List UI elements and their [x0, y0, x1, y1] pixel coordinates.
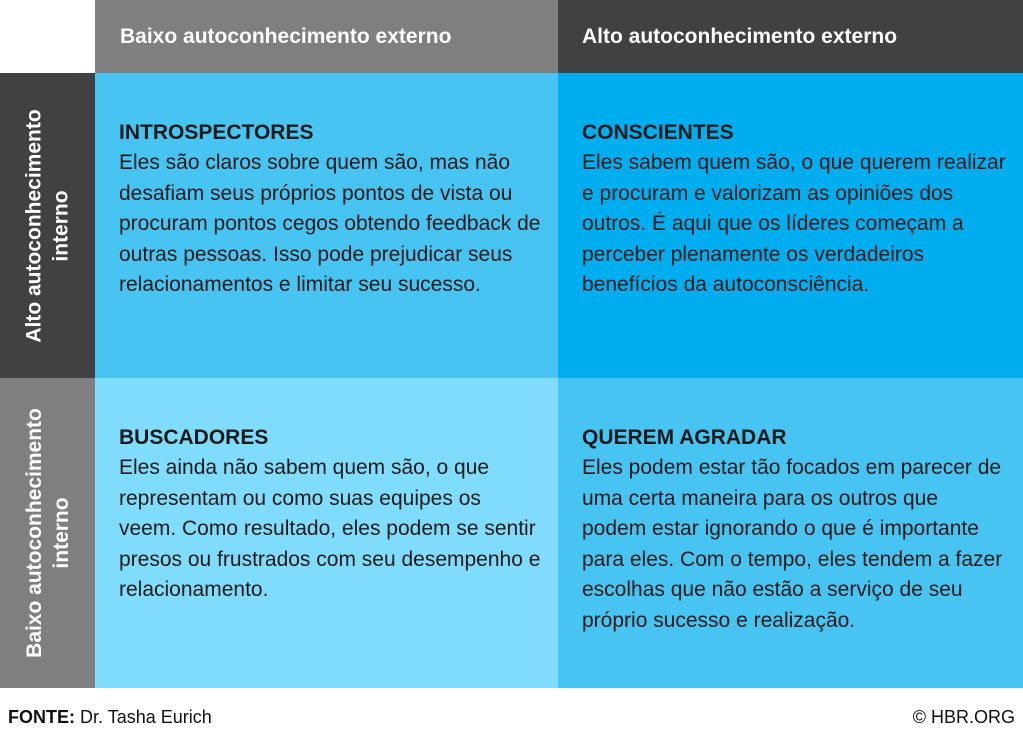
quadrant-introspectors-title: INTROSPECTORES — [119, 121, 314, 144]
row-header-low-internal-label — [21, 408, 75, 658]
column-header-low-external-label: Baixo autoconhecimento externo — [120, 24, 452, 48]
row-header-high-internal-line2: interno — [49, 189, 73, 262]
row-header-low-internal-line2: interno — [49, 497, 73, 569]
column-header-high-external-label: Alto autoconhecimento externo — [582, 24, 898, 48]
quadrant-pleasers — [558, 378, 1023, 688]
quadrant-introspectors — [95, 73, 558, 378]
row-header-high-internal-label — [21, 109, 75, 342]
quadrant-introspectors-text: Eles são claros sobre quem são, mas não desafiam seus próprios pontos de vista ou procuram pontos cegos obtendo feedback de outras pessoas. Isso pode prejudicar seus relacionamentos e limitar seu sucesso. — [119, 151, 541, 296]
row-header-low-internal — [0, 378, 95, 688]
copyright: © HBR.ORG — [912, 707, 1015, 727]
quadrant-aware — [558, 73, 1023, 378]
column-header-low-external — [95, 0, 558, 73]
quadrant-aware-text: Eles sabem quem são, o que querem realizar e procuram e valorizam as opiniões dos outros. É aqui que os líderes começam a perceber plenamente os verdadeiros benefícios da autoconsciência. — [582, 151, 1006, 296]
source-credit — [8, 707, 212, 728]
quadrant-pleasers-title: QUEREM AGRADAR — [582, 426, 787, 449]
quadrant-seekers-text: Eles ainda não sabem quem são, o que representam ou como suas equipes os veem. Como resultado, eles podem se sentir presos ou frustrados com seu desempenho e relacionamento. — [119, 456, 541, 601]
quadrant-seekers-title: BUSCADORES — [119, 426, 269, 449]
quadrant-pleasers-text: Eles podem estar tão focados em parecer de uma certa maneira para os outros que podem estar ignorando o que é importante para eles. Com o tempo, eles tendem a fazer escolhas que não estão a serviço de seu próprio sucesso e realização. — [582, 456, 1003, 632]
row-header-high-internal — [0, 73, 95, 378]
row-header-high-internal-line1: Alto autoconhecimento — [22, 108, 46, 343]
source-label: FONTE: — [8, 707, 75, 727]
row-header-low-internal-line1: Baixo autoconhecimento — [22, 408, 46, 658]
column-header-high-external — [558, 0, 1023, 73]
quadrant-seekers — [95, 378, 558, 688]
source-value: Dr. Tasha Eurich — [80, 707, 212, 727]
quadrant-aware-title: CONSCIENTES — [582, 121, 734, 144]
